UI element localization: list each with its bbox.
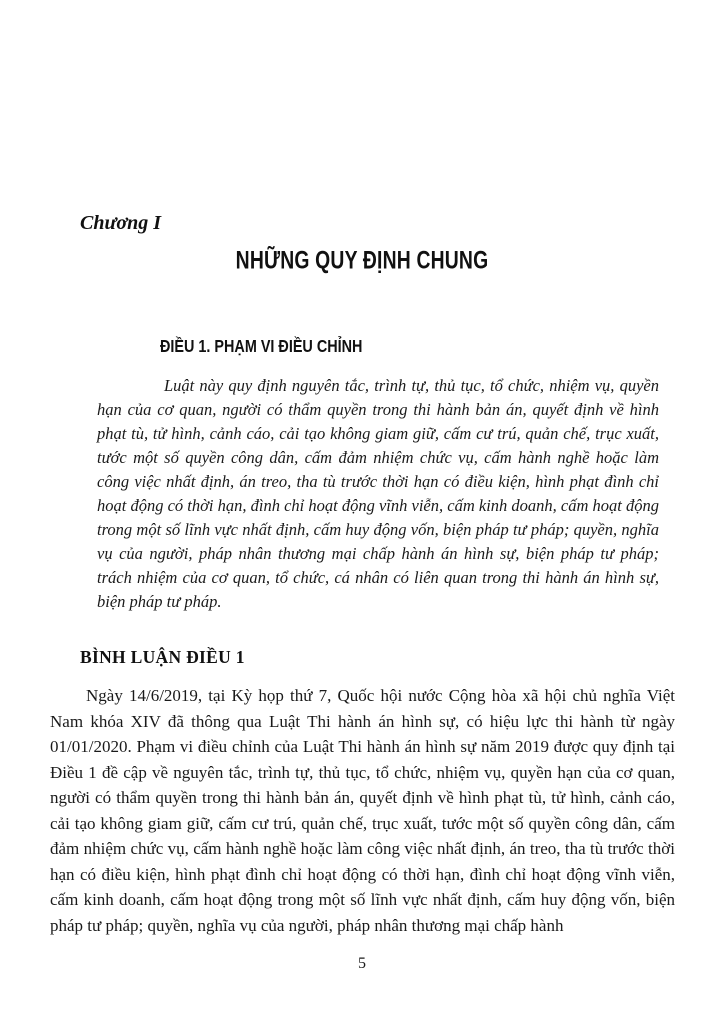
article-text: Luật này quy định nguyên tắc, trình tự, thủ tục, tổ chức, nhiệm vụ, quyền hạn của cơ quan, người có thẩm quyền trong thi hành bản án, quyết định về hình phạt tù, tử hình, cảnh cáo, cải tạo không giam giữ, cấm cư trú, quản chế, trục xuất, tước một số quyền công dân, cấm đảm nhiệm chức vụ, cấm hành nghề hoặc làm công việc nhất định, án treo, tha tù trước thời hạn có điều kiện, hình phạt đình chỉ hoạt động có thời hạn, đình chỉ hoạt động vĩnh viễn, cấm kinh doanh, cấm hoạt động trong một số lĩnh vực nhất định, cấm huy động vốn, biện pháp tư pháp; quyền, nghĩa vụ của người, pháp nhân thương mại chấp hành án hình sự, biện pháp tư pháp; trách nhiệm của cơ quan, tổ chức, cá nhân có liên quan trong thi hành án hình sự, biện pháp tư pháp.	[97, 376, 659, 611]
page-number: 5	[358, 955, 366, 972]
commentary-heading: BÌNH LUẬN ĐIỀU 1	[80, 647, 245, 667]
chapter-label: Chương I	[80, 212, 162, 234]
commentary-text: Ngày 14/6/2019, tại Kỳ họp thứ 7, Quốc hội nước Cộng hòa xã hội chủ nghĩa Việt Nam khóa XIV đã thông qua Luật Thi hành án hình sự, có hiệu lực thi hành từ ngày 01/01/2020. Phạm vi điều chỉnh của Luật Thi hành án hình sự năm 2019 được quy định tại Điều 1 đề cập về nguyên tắc, trình tự, thủ tục, tổ chức, nhiệm vụ, quyền hạn của cơ quan, người có thẩm quyền trong thi hành bản án, quyết định về hình phạt tù, tử hình, cảnh cáo, cải tạo không giam giữ, cấm cư trú, quản chế, trục xuất, tước một số quyền công dân, cấm đảm nhiệm chức vụ, cấm hành nghề hoặc làm công việc nhất định, án treo, tha tù trước thời hạn có điều kiện, hình phạt đình chỉ hoạt động có thời hạn, đình chỉ hoạt động vĩnh viễn, cấm kinh doanh, cấm hoạt động trong một số lĩnh vực nhất định, cấm huy động vốn, biện pháp tư pháp; quyền, nghĩa vụ của người, pháp nhân thương mại chấp hành	[50, 686, 675, 935]
article-heading: ĐIỀU 1. PHẠM VI ĐIỀU CHỈNH	[160, 338, 363, 357]
chapter-title: NHỮNG QUY ĐỊNH CHUNG	[235, 246, 489, 274]
